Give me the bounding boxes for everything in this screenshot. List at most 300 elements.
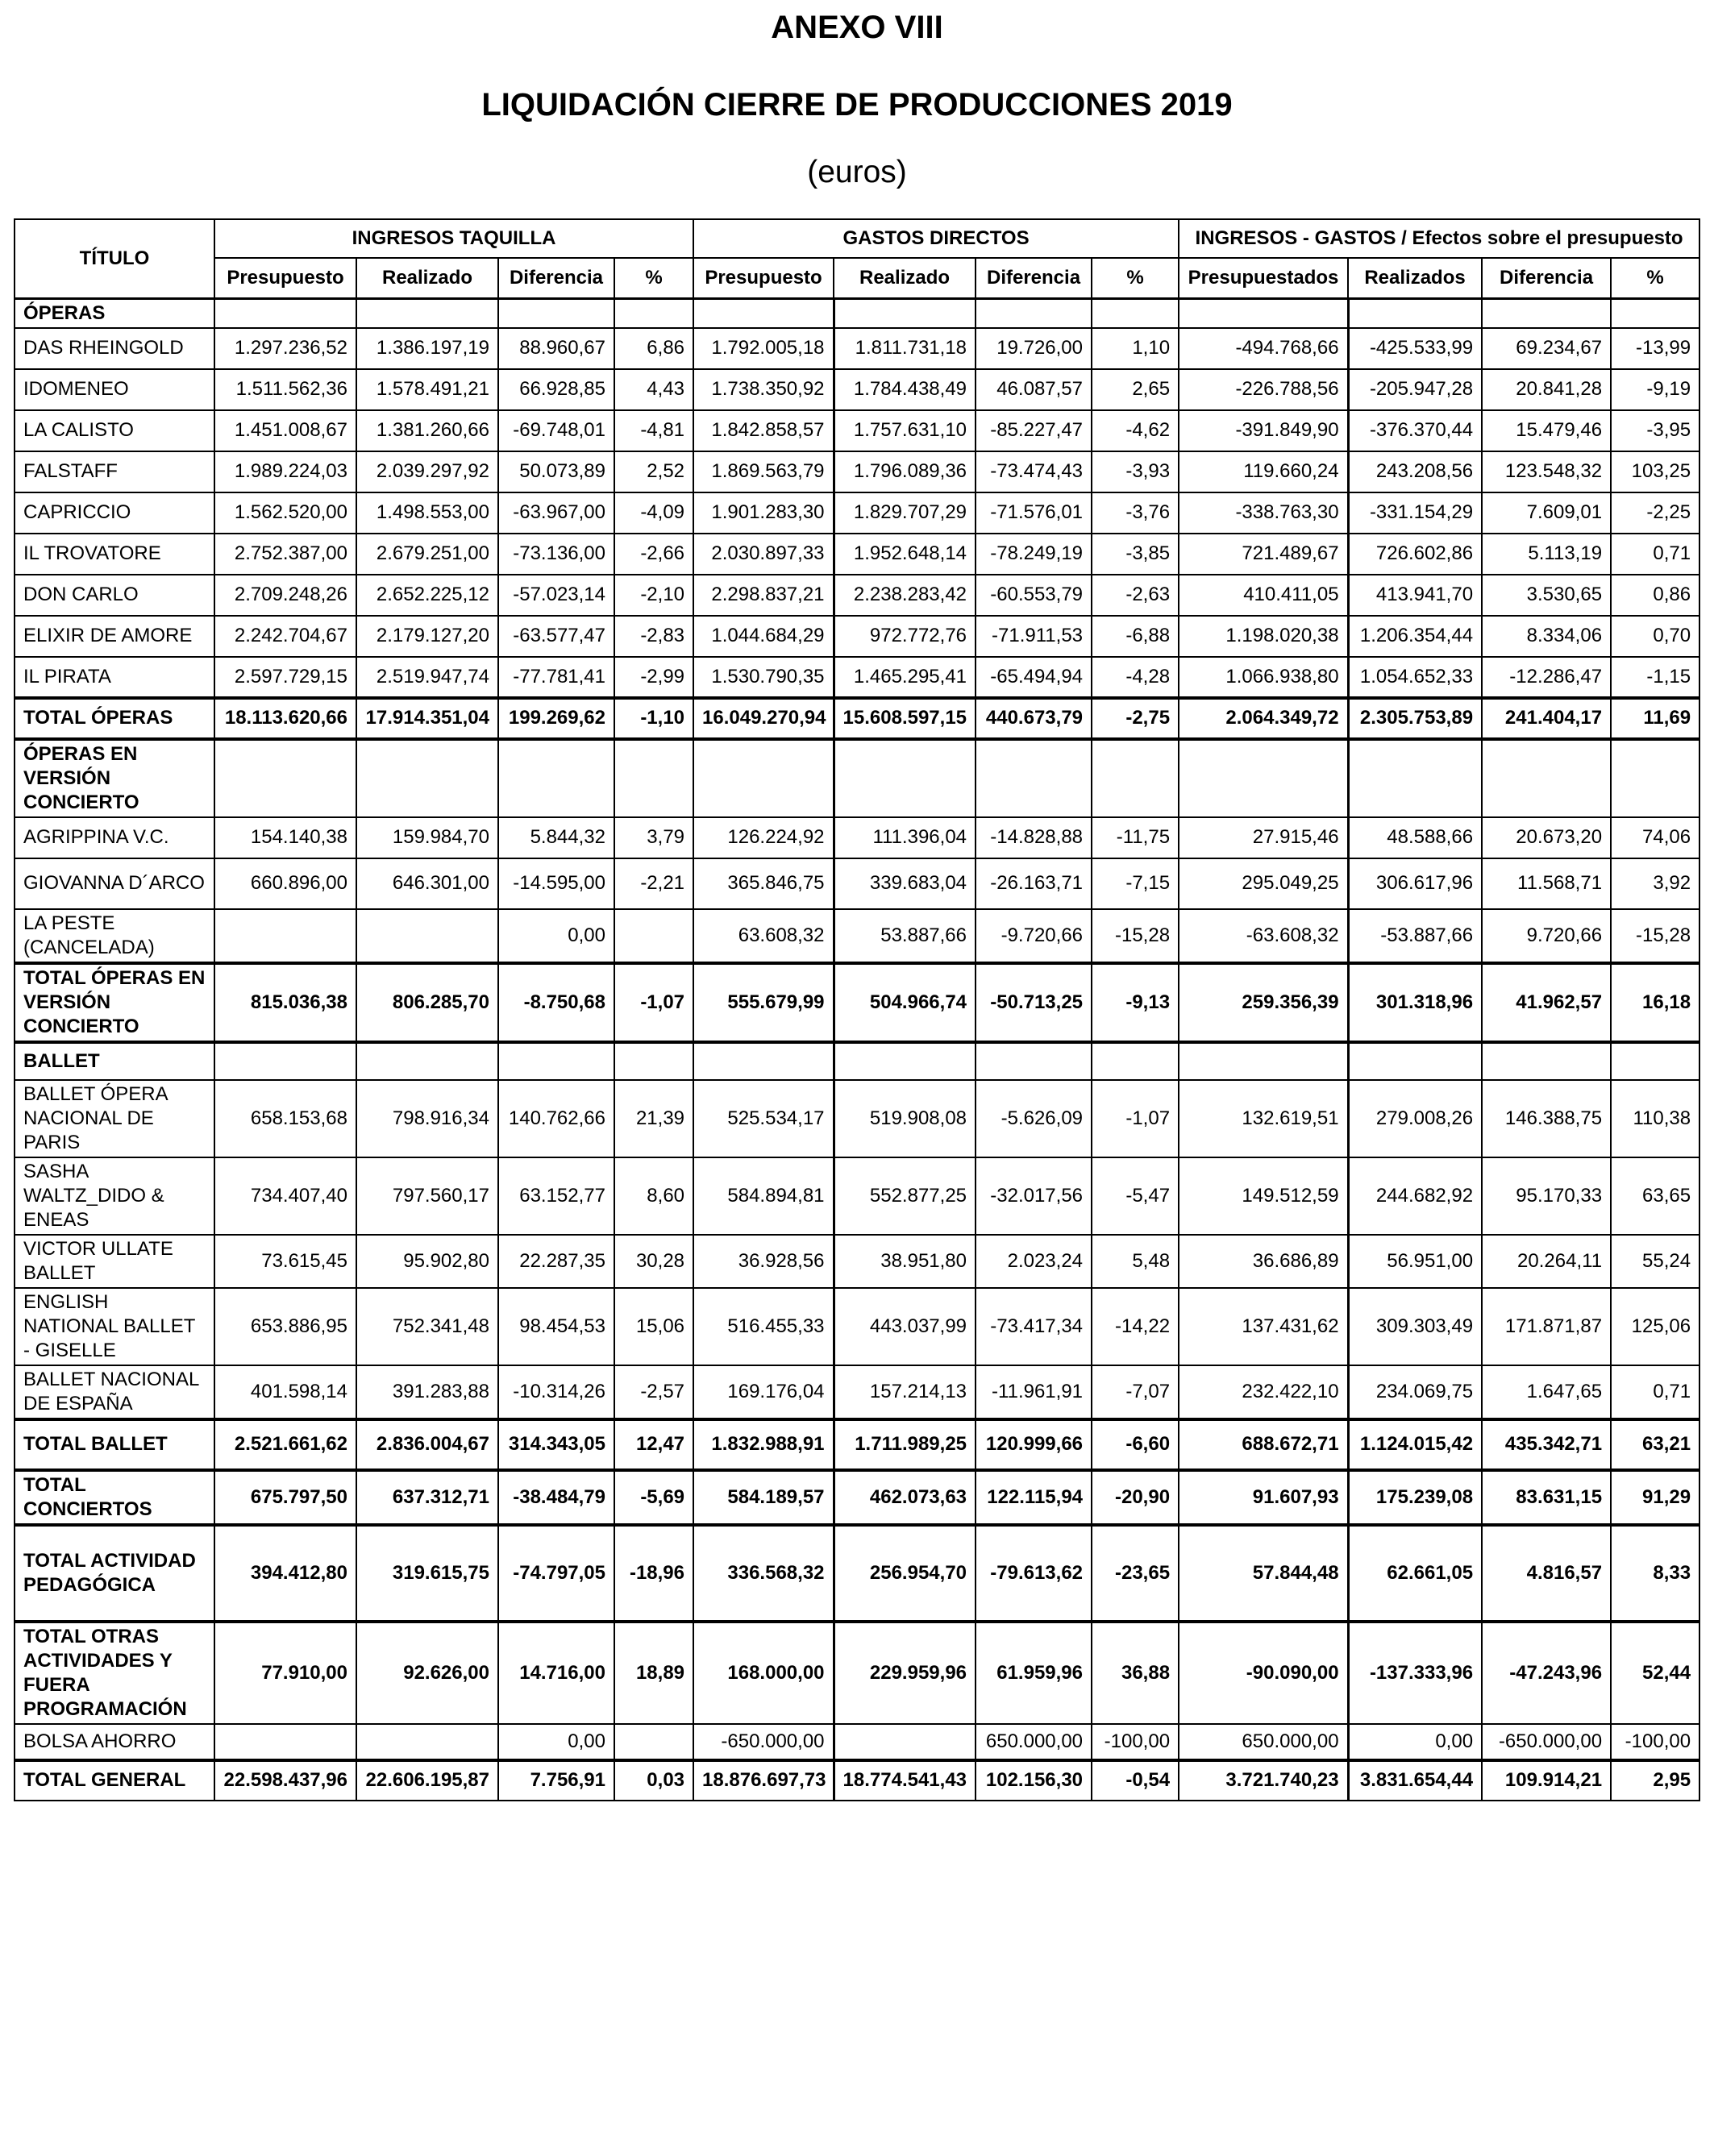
table-cell: -2,99 [614, 657, 693, 698]
table-cell: 462.073,63 [834, 1470, 976, 1525]
row-label: BALLET NACIONAL DE ESPAÑA [15, 1365, 214, 1419]
table-cell: 660.896,00 [214, 858, 356, 909]
table-cell: -650.000,00 [693, 1724, 834, 1760]
table-cell: 232.422,10 [1179, 1365, 1348, 1419]
table-cell [614, 739, 693, 817]
table-cell: -8.750,68 [498, 963, 614, 1042]
table-cell: 525.534,17 [693, 1080, 834, 1157]
table-cell [356, 1724, 498, 1760]
table-cell [1092, 298, 1179, 328]
table-cell: -14.595,00 [498, 858, 614, 909]
table-cell: -14.828,88 [976, 817, 1092, 858]
table-cell [976, 739, 1092, 817]
table-cell [1482, 1042, 1611, 1080]
table-cell: -14,22 [1092, 1288, 1179, 1365]
table-cell: 36.686,89 [1179, 1235, 1348, 1288]
table-cell: 1.124.015,42 [1348, 1419, 1482, 1470]
table-cell: 1.647,65 [1482, 1365, 1611, 1419]
table-cell: 3,92 [1611, 858, 1699, 909]
table-cell: -63.577,47 [498, 616, 614, 657]
table-cell: 199.269,62 [498, 698, 614, 739]
table-cell: 56.951,00 [1348, 1235, 1482, 1288]
table-cell: 18.774.541,43 [834, 1760, 976, 1801]
table-cell: -11.961,91 [976, 1365, 1092, 1419]
table-cell: 1.465.295,41 [834, 657, 976, 698]
table-cell: -71.576,01 [976, 492, 1092, 534]
row-label: VICTOR ULLATE BALLET [15, 1235, 214, 1288]
row-label: IL PIRATA [15, 657, 214, 698]
table-cell: 8,33 [1611, 1525, 1699, 1622]
table-cell: 443.037,99 [834, 1288, 976, 1365]
table-row [15, 698, 1699, 739]
table-cell: 123.548,32 [1482, 451, 1611, 492]
table-cell: 1.530.790,35 [693, 657, 834, 698]
table-cell: -32.017,56 [976, 1157, 1092, 1235]
table-row [15, 1080, 1699, 1157]
table-cell: 109.914,21 [1482, 1760, 1611, 1801]
table-row [15, 410, 1699, 451]
table-cell: 4,43 [614, 369, 693, 410]
table-cell: 19.726,00 [976, 328, 1092, 369]
table-cell: 336.568,32 [693, 1525, 834, 1622]
table-cell: 91,29 [1611, 1470, 1699, 1525]
table-cell: 734.407,40 [214, 1157, 356, 1235]
table-row [15, 298, 1699, 328]
table-cell: -331.154,29 [1348, 492, 1482, 534]
table-cell: 797.560,17 [356, 1157, 498, 1235]
table-cell: 18.113.620,66 [214, 698, 356, 739]
row-label: BALLET [15, 1042, 214, 1080]
table-row [15, 1157, 1699, 1235]
table-cell: 111.396,04 [834, 817, 976, 858]
table-cell: -73.474,43 [976, 451, 1092, 492]
table-cell: 103,25 [1611, 451, 1699, 492]
table-cell: 584.189,57 [693, 1470, 834, 1525]
table-cell: 1.832.988,91 [693, 1419, 834, 1470]
table-cell: -4,62 [1092, 410, 1179, 451]
table-cell: 391.283,88 [356, 1365, 498, 1419]
table-cell: 3,79 [614, 817, 693, 858]
table-cell [1482, 739, 1611, 817]
table-cell [356, 298, 498, 328]
table-cell [614, 909, 693, 963]
document-title: LIQUIDACIÓN CIERRE DE PRODUCCIONES 2019 [481, 87, 1233, 123]
table-cell: 15,06 [614, 1288, 693, 1365]
table-row [15, 369, 1699, 410]
table-cell: 0,71 [1611, 534, 1699, 575]
table-cell: 5.113,19 [1482, 534, 1611, 575]
table-cell: 1.952.648,14 [834, 534, 976, 575]
table-cell: 17.914.351,04 [356, 698, 498, 739]
table-cell: 7.756,91 [498, 1760, 614, 1801]
table-cell: 3.721.740,23 [1179, 1760, 1348, 1801]
table-cell: 306.617,96 [1348, 858, 1482, 909]
table-cell: -77.781,41 [498, 657, 614, 698]
table-cell [498, 1042, 614, 1080]
col-header-title: TÍTULO [15, 219, 214, 298]
table-cell: 1.711.989,25 [834, 1419, 976, 1470]
table-cell: 16,18 [1611, 963, 1699, 1042]
table-cell: 1.044.684,29 [693, 616, 834, 657]
table-cell: 120.999,66 [976, 1419, 1092, 1470]
table-cell [214, 909, 356, 963]
table-cell: 309.303,49 [1348, 1288, 1482, 1365]
table-cell: 63.152,77 [498, 1157, 614, 1235]
table-cell [214, 298, 356, 328]
table-cell: 2.521.661,62 [214, 1419, 356, 1470]
table-cell: 552.877,25 [834, 1157, 976, 1235]
table-cell: 401.598,14 [214, 1365, 356, 1419]
table-cell: 2,65 [1092, 369, 1179, 410]
table-cell: 46.087,57 [976, 369, 1092, 410]
table-cell: 243.208,56 [1348, 451, 1482, 492]
table-cell [214, 739, 356, 817]
table-cell: 234.069,75 [1348, 1365, 1482, 1419]
table-cell: -1,07 [614, 963, 693, 1042]
productions-table [14, 218, 1700, 1801]
table-cell: -47.243,96 [1482, 1622, 1611, 1724]
col-header: Diferencia [498, 258, 614, 298]
row-label: ENGLISH NATIONAL BALLET - GISELLE [15, 1288, 214, 1365]
table-cell: 2.030.897,33 [693, 534, 834, 575]
table-cell: -1,15 [1611, 657, 1699, 698]
table-row [15, 963, 1699, 1042]
table-cell: 15.608.597,15 [834, 698, 976, 739]
col-header: Presupuesto [693, 258, 834, 298]
table-cell: 20.673,20 [1482, 817, 1611, 858]
table-cell: -15,28 [1611, 909, 1699, 963]
table-cell [1179, 739, 1348, 817]
table-row [15, 1622, 1699, 1724]
table-cell: -38.484,79 [498, 1470, 614, 1525]
table-cell [693, 1042, 834, 1080]
table-cell: 146.388,75 [1482, 1080, 1611, 1157]
row-label: BALLET ÓPERA NACIONAL DE PARIS [15, 1080, 214, 1157]
table-cell: -391.849,90 [1179, 410, 1348, 451]
table-row [15, 575, 1699, 616]
table-cell: -69.748,01 [498, 410, 614, 451]
table-cell: 972.772,76 [834, 616, 976, 657]
table-cell: 653.886,95 [214, 1288, 356, 1365]
table-cell: 688.672,71 [1179, 1419, 1348, 1470]
table-cell: 646.301,00 [356, 858, 498, 909]
table-cell: 815.036,38 [214, 963, 356, 1042]
table-cell: 1.842.858,57 [693, 410, 834, 451]
table-cell: 721.489,67 [1179, 534, 1348, 575]
table-row [15, 451, 1699, 492]
table-row [15, 858, 1699, 909]
table-cell [614, 1042, 693, 1080]
table-cell: -13,99 [1611, 328, 1699, 369]
table-cell: 244.682,92 [1348, 1157, 1482, 1235]
table-cell: -494.768,66 [1179, 328, 1348, 369]
table-cell: -2,63 [1092, 575, 1179, 616]
table-cell: 74,06 [1611, 817, 1699, 858]
table-cell: 0,03 [614, 1760, 693, 1801]
table-cell: -3,95 [1611, 410, 1699, 451]
table-cell: -2,57 [614, 1365, 693, 1419]
table-cell: 22.287,35 [498, 1235, 614, 1288]
table-cell: 119.660,24 [1179, 451, 1348, 492]
table-cell: 1.451.008,67 [214, 410, 356, 451]
table-cell: 140.762,66 [498, 1080, 614, 1157]
col-header: Presupuestados [1179, 258, 1348, 298]
table-cell: 102.156,30 [976, 1760, 1092, 1801]
table-cell [498, 739, 614, 817]
table-cell [834, 739, 976, 817]
col-header: % [614, 258, 693, 298]
table-cell [356, 1042, 498, 1080]
table-cell: 159.984,70 [356, 817, 498, 858]
table-cell: -376.370,44 [1348, 410, 1482, 451]
table-cell: 259.356,39 [1179, 963, 1348, 1042]
table-cell: 63,21 [1611, 1419, 1699, 1470]
table-cell: 125,06 [1611, 1288, 1699, 1365]
table-cell: 1.386.197,19 [356, 328, 498, 369]
table-cell: 1.054.652,33 [1348, 657, 1482, 698]
table-cell: 1.511.562,36 [214, 369, 356, 410]
table-cell: 675.797,50 [214, 1470, 356, 1525]
table-cell: 22.606.195,87 [356, 1760, 498, 1801]
table-cell: 11.568,71 [1482, 858, 1611, 909]
table-cell: 0,00 [498, 1724, 614, 1760]
table-cell: -78.249,19 [976, 534, 1092, 575]
row-label: LA PESTE (CANCELADA) [15, 909, 214, 963]
table-cell [1611, 1042, 1699, 1080]
table-cell: -137.333,96 [1348, 1622, 1482, 1724]
table-cell: 295.049,25 [1179, 858, 1348, 909]
table-cell: -10.314,26 [498, 1365, 614, 1419]
col-header: Diferencia [976, 258, 1092, 298]
table-cell: 413.941,70 [1348, 575, 1482, 616]
group-header-efectos: INGRESOS - GASTOS / Efectos sobre el presupuesto [1179, 219, 1699, 258]
table-cell: 0,70 [1611, 616, 1699, 657]
table-cell [693, 298, 834, 328]
col-header: Realizados [1348, 258, 1482, 298]
table-cell: -425.533,99 [1348, 328, 1482, 369]
table-cell [834, 1724, 976, 1760]
table-cell: 241.404,17 [1482, 698, 1611, 739]
table-row [15, 1419, 1699, 1470]
table-cell: 137.431,62 [1179, 1288, 1348, 1365]
table-cell: 650.000,00 [976, 1724, 1092, 1760]
table-cell: 1.297.236,52 [214, 328, 356, 369]
table-cell [1611, 298, 1699, 328]
table-cell: 2.179.127,20 [356, 616, 498, 657]
table-cell: 95.170,33 [1482, 1157, 1611, 1235]
table-cell: -85.227,47 [976, 410, 1092, 451]
table-cell: -11,75 [1092, 817, 1179, 858]
table-cell [834, 1042, 976, 1080]
table-cell: 1.206.354,44 [1348, 616, 1482, 657]
table-cell: 149.512,59 [1179, 1157, 1348, 1235]
table-cell: -73.417,34 [976, 1288, 1092, 1365]
table-cell: 650.000,00 [1179, 1724, 1348, 1760]
table-cell: -3,85 [1092, 534, 1179, 575]
table-cell: 1.811.731,18 [834, 328, 976, 369]
table-cell: 5,48 [1092, 1235, 1179, 1288]
table-row [15, 1760, 1699, 1801]
table-cell: 519.908,08 [834, 1080, 976, 1157]
table-cell: -2,75 [1092, 698, 1179, 739]
table-cell: 5.844,32 [498, 817, 614, 858]
table-cell: 2.709.248,26 [214, 575, 356, 616]
table-cell: 279.008,26 [1348, 1080, 1482, 1157]
col-header: Realizado [356, 258, 498, 298]
table-cell: 658.153,68 [214, 1080, 356, 1157]
table-cell: -73.136,00 [498, 534, 614, 575]
table-cell: 2.039.297,92 [356, 451, 498, 492]
table-cell: 1.578.491,21 [356, 369, 498, 410]
table-cell: -6,88 [1092, 616, 1179, 657]
table-cell: 2.023,24 [976, 1235, 1092, 1288]
table-cell: -9,19 [1611, 369, 1699, 410]
table-cell: -3,76 [1092, 492, 1179, 534]
table-cell: -5.626,09 [976, 1080, 1092, 1157]
row-label: IL TROVATORE [15, 534, 214, 575]
table-cell: 2,52 [614, 451, 693, 492]
row-label: ÓPERAS EN VERSIÓN CONCIERTO [15, 739, 214, 817]
table-cell: 1.066.938,80 [1179, 657, 1348, 698]
table-cell: 1.869.563,79 [693, 451, 834, 492]
row-label: IDOMENEO [15, 369, 214, 410]
table-cell [976, 1042, 1092, 1080]
table-cell: 752.341,48 [356, 1288, 498, 1365]
table-cell: 1,10 [1092, 328, 1179, 369]
table-cell: 637.312,71 [356, 1470, 498, 1525]
table-cell: 2.064.349,72 [1179, 698, 1348, 739]
row-label: BOLSA AHORRO [15, 1724, 214, 1760]
table-cell: 38.951,80 [834, 1235, 976, 1288]
annex-heading: ANEXO VIII [771, 10, 943, 45]
units-label: (euros) [807, 155, 907, 189]
table-cell: 18.876.697,73 [693, 1760, 834, 1801]
table-cell: 91.607,93 [1179, 1470, 1348, 1525]
row-label: TOTAL ÓPERAS [15, 698, 214, 739]
table-cell: -57.023,14 [498, 575, 614, 616]
group-header-ingresos: INGRESOS TAQUILLA [214, 219, 693, 258]
table-cell: 1.198.020,38 [1179, 616, 1348, 657]
table-cell: 20.264,11 [1482, 1235, 1611, 1288]
table-cell: 53.887,66 [834, 909, 976, 963]
table-cell [1179, 1042, 1348, 1080]
table-cell: 92.626,00 [356, 1622, 498, 1724]
table-cell: 41.962,57 [1482, 963, 1611, 1042]
table-cell: -23,65 [1092, 1525, 1179, 1622]
table-cell: 8,60 [614, 1157, 693, 1235]
table-cell: 2.519.947,74 [356, 657, 498, 698]
table-row [15, 817, 1699, 858]
table-cell: -2,83 [614, 616, 693, 657]
table-cell: 0,71 [1611, 1365, 1699, 1419]
table-cell: 1.792.005,18 [693, 328, 834, 369]
table-cell [693, 739, 834, 817]
table-cell [1092, 739, 1179, 817]
table-cell: 2,95 [1611, 1760, 1699, 1801]
table-body [15, 298, 1699, 1801]
table-cell: 0,86 [1611, 575, 1699, 616]
table-cell: 229.959,96 [834, 1622, 976, 1724]
table-cell [498, 298, 614, 328]
table-row [15, 1235, 1699, 1288]
table-cell: 584.894,81 [693, 1157, 834, 1235]
table-cell: 1.757.631,10 [834, 410, 976, 451]
table-cell: -50.713,25 [976, 963, 1092, 1042]
table-cell: -338.763,30 [1179, 492, 1348, 534]
table-cell: 14.716,00 [498, 1622, 614, 1724]
table-cell: 20.841,28 [1482, 369, 1611, 410]
table-cell: 62.661,05 [1348, 1525, 1482, 1622]
table-cell [1348, 298, 1482, 328]
table-cell: 11,69 [1611, 698, 1699, 739]
table-cell: 73.615,45 [214, 1235, 356, 1288]
table-cell: -20,90 [1092, 1470, 1179, 1525]
row-label: TOTAL ACTIVIDAD PEDAGÓGICA [15, 1525, 214, 1622]
table-cell: 1.738.350,92 [693, 369, 834, 410]
table-cell: 2.242.704,67 [214, 616, 356, 657]
table-cell: 410.411,05 [1179, 575, 1348, 616]
table-cell: 2.597.729,15 [214, 657, 356, 698]
table-cell: 256.954,70 [834, 1525, 976, 1622]
table-cell: 314.343,05 [498, 1419, 614, 1470]
col-header: % [1092, 258, 1179, 298]
table-cell: -2,10 [614, 575, 693, 616]
table-cell: 22.598.437,96 [214, 1760, 356, 1801]
table-cell: 83.631,15 [1482, 1470, 1611, 1525]
table-row [15, 328, 1699, 369]
table-cell: -7,15 [1092, 858, 1179, 909]
table-cell: 154.140,38 [214, 817, 356, 858]
table-cell: -79.613,62 [976, 1525, 1092, 1622]
row-label: ELIXIR DE AMORE [15, 616, 214, 657]
table-cell: 110,38 [1611, 1080, 1699, 1157]
table-cell: 77.910,00 [214, 1622, 356, 1724]
table-row [15, 492, 1699, 534]
table-cell [214, 1042, 356, 1080]
table-row [15, 1525, 1699, 1622]
table-cell: 1.498.553,00 [356, 492, 498, 534]
table-cell: -100,00 [1611, 1724, 1699, 1760]
table-cell: -5,47 [1092, 1157, 1179, 1235]
table-cell: 2.238.283,42 [834, 575, 976, 616]
table-cell: 1.784.438,49 [834, 369, 976, 410]
table-cell: -2,25 [1611, 492, 1699, 534]
table-cell: -60.553,79 [976, 575, 1092, 616]
row-label: SASHA WALTZ_DIDO & ENEAS [15, 1157, 214, 1235]
table-cell: 63,65 [1611, 1157, 1699, 1235]
col-header: % [1611, 258, 1699, 298]
table-cell [614, 298, 693, 328]
row-label: TOTAL OTRAS ACTIVIDADES Y FUERA PROGRAMACIÓN [15, 1622, 214, 1724]
table-cell: 9.720,66 [1482, 909, 1611, 963]
table-cell: 806.285,70 [356, 963, 498, 1042]
table-cell [834, 298, 976, 328]
table-cell: 57.844,48 [1179, 1525, 1348, 1622]
table-cell: 2.305.753,89 [1348, 698, 1482, 739]
table-cell: 27.915,46 [1179, 817, 1348, 858]
table-cell: 339.683,04 [834, 858, 976, 909]
table-cell: 1.796.089,36 [834, 451, 976, 492]
table-row [15, 1042, 1699, 1080]
table-cell: 6,86 [614, 328, 693, 369]
table-cell: 21,39 [614, 1080, 693, 1157]
row-label: TOTAL BALLET [15, 1419, 214, 1470]
row-label: DON CARLO [15, 575, 214, 616]
table-cell: 16.049.270,94 [693, 698, 834, 739]
table-cell [1482, 298, 1611, 328]
table-cell: -12.286,47 [1482, 657, 1611, 698]
table-cell: 1.381.260,66 [356, 410, 498, 451]
